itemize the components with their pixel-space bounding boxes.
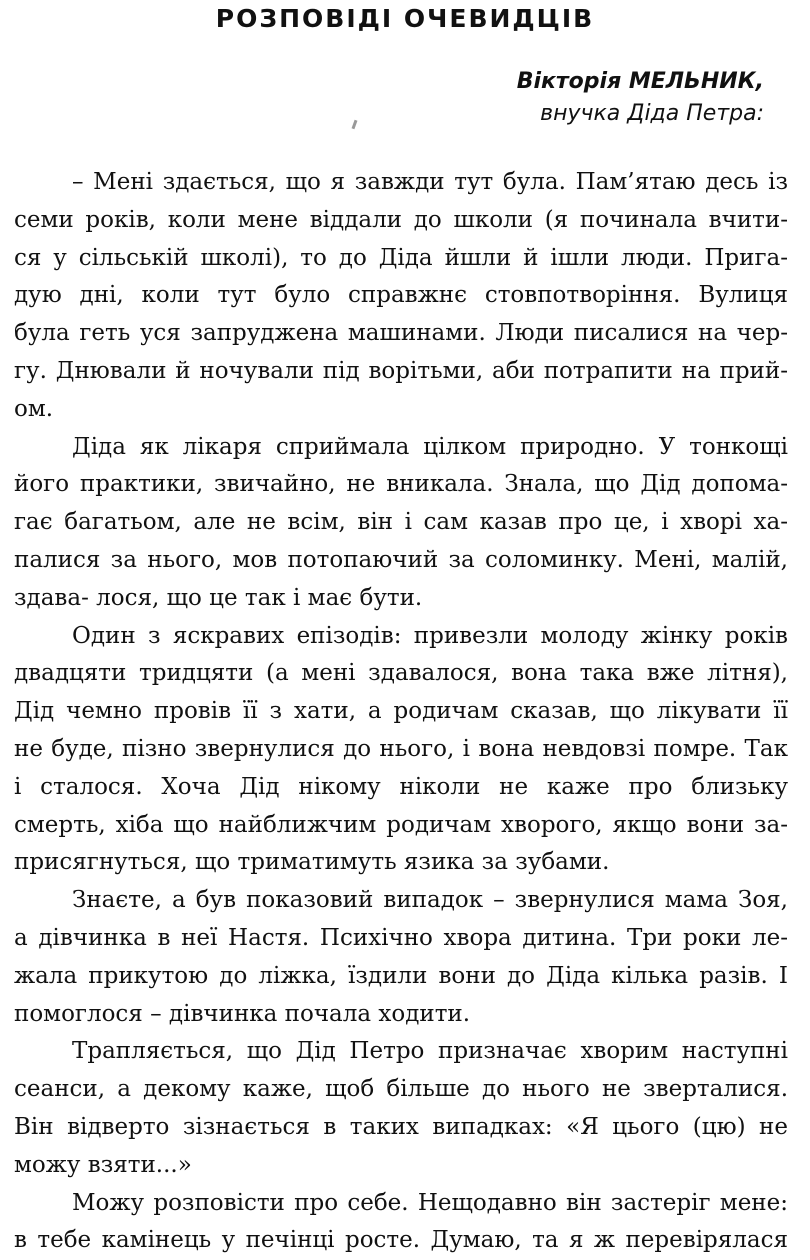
attribution xyxy=(517,66,764,130)
text-line: Він відверто зізнається в таких випадках: «Я цього (цю) не xyxy=(14,1113,788,1140)
text-line: в тебе камінець у печінці росте. Думаю, та я ж перевірялася xyxy=(14,1227,788,1254)
print-speck xyxy=(352,120,358,129)
text-line: Дід чемно провів її з хати, а родичам сказав, що лікувати її xyxy=(14,698,788,725)
text-line: була геть уся запруджена машинами. Люди писалися на чер- xyxy=(14,320,788,347)
text-line: Можу розповісти про себе. Нещодавно він застеріг мене: xyxy=(72,1189,788,1216)
text-line: можу взяти...» xyxy=(14,1151,192,1178)
text-line: жала прикутою до ліжка, їздили вони до Діда кілька разів. І xyxy=(14,962,788,989)
text-line: а дівчинка в неї Настя. Психічно хвора дитина. Три роки ле- xyxy=(14,924,788,951)
text-line: гає багатьом, але не всім, він і сам казав про це, і хворі ха- xyxy=(14,509,788,536)
text-line: гу. Днювали й ночували під ворітьми, аби потрапити на прий- xyxy=(14,357,788,384)
text-line: Діда як лікаря сприймала цілком природно. У тонкощі xyxy=(72,433,788,460)
text-line: смерть, хіба що найближчим родичам хворого, якщо вони за- xyxy=(14,811,788,838)
text-line: двадцяти тридцяти (а мені здавалося, вона така вже літня), xyxy=(14,660,788,687)
text-line: Трапляється, що Дід Петро призначає хворим наступні xyxy=(72,1038,788,1065)
text-line: і сталося. Хоча Дід нікому ніколи не каже про близьку xyxy=(14,773,788,800)
text-line: ом. xyxy=(14,395,54,422)
text-line: сеанси, а декому каже, щоб більше до нього не зверталися. xyxy=(14,1076,788,1103)
author-name: Вікторія МЕЛЬНИК, xyxy=(516,69,764,94)
text-line: здава- лося, що це так і має бути. xyxy=(14,584,423,611)
text-line: ся у сільській школі), то до Діда йшли й ішли люди. Прига- xyxy=(14,244,788,271)
text-line: Знаєте, а був показовий випадок – звернулися мама Зоя, xyxy=(72,887,788,914)
text-line: не буде, пізно звернулися до нього, і вона невдовзі помре. Так xyxy=(14,735,788,762)
text-line: помоглося – дівчинка почала ходити. xyxy=(14,1000,471,1027)
page-title: РОЗПОВІДІ ОЧЕВИДЦІВ xyxy=(215,4,595,33)
text-line: семи років, коли мене віддали до школи (я починала вчити- xyxy=(14,206,788,233)
author-role: внучка Діда Петра: xyxy=(540,101,764,126)
text-line: його практики, звичайно, не вникала. Знала, що Дід допома- xyxy=(14,471,788,498)
text-line: присягнуться, що триматимуть язика за зубами. xyxy=(14,849,610,876)
text-line: палися за нього, мов потопаючий за соломинку. Мені, малій, xyxy=(14,546,788,573)
text-line: Один з яскравих епізодів: привезли молоду жінку років xyxy=(72,622,788,649)
text-line: – Мені здається, що я завжди тут була. Пам’ятаю десь із xyxy=(72,169,788,195)
text-line: дую дні, коли тут було справжнє стовпотворіння. Вулиця xyxy=(14,282,788,309)
body-text xyxy=(14,164,788,1260)
